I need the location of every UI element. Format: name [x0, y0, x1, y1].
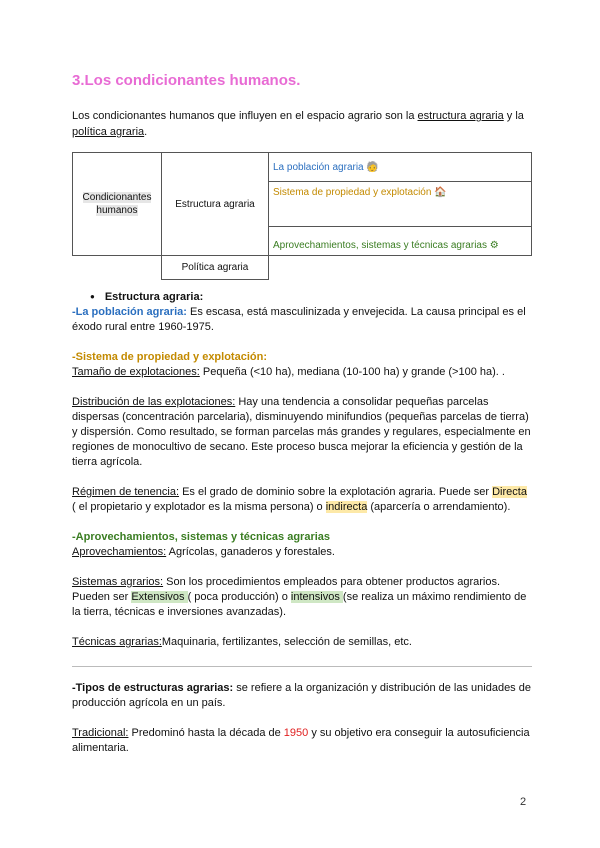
- sistemas-text: ( poca producción) o: [187, 591, 291, 603]
- tradicional-label: Tradicional:: [72, 727, 129, 739]
- paragraph-regimen: [72, 485, 532, 515]
- sistemas-text: (se realiza un máximo rendimiento de la tierra, técnicas e inversiones avanzadas).: [72, 591, 527, 618]
- elderly-person-icon: 🧓: [366, 161, 379, 173]
- propiedad-heading: -Sistema de propiedad y explotación:: [72, 351, 267, 363]
- tradicional-year: 1950: [283, 727, 309, 739]
- table-cell-poblacion: [269, 153, 532, 182]
- document-body: [72, 290, 532, 756]
- distribucion-text: Hay una tendencia a consolidar pequeñas parcelas dispersas (concentración parcelaria), disminuyendo minifundios (pequeñas parcelas de tierra) y dispersión. Como resultado, se forman parcelas más grandes y regulares, especialmente en regiones de monocultivo de secano. Este proceso busca mejorar la eficiencia y gestión de la tierra agrícola.: [72, 396, 531, 468]
- highlight-directa: Directa: [492, 486, 527, 498]
- table-cell-estructura: Estructura agraria: [162, 153, 269, 256]
- regimen-text: (aparcería o arrendamiento).: [367, 501, 511, 513]
- paragraph-sistemas: [72, 575, 532, 620]
- table-cell-politica: Política agraria: [162, 256, 269, 280]
- highlight-indirecta: indirecta: [325, 501, 368, 513]
- table-cell-aprovechamientos: [269, 227, 532, 256]
- regimen-label: Régimen de tenencia:: [72, 486, 180, 498]
- regimen-text: ( el propietario y explotador es la misma persona) o: [72, 501, 326, 513]
- paragraph-aprovechamientos: [72, 545, 532, 560]
- table-cell-condicionantes: [73, 153, 162, 256]
- paragraph-poblacion: [72, 305, 532, 335]
- paragraph-tamano: [72, 365, 532, 380]
- tradicional-text: Predominó hasta la década de: [128, 727, 284, 739]
- paragraph-tecnicas: [72, 635, 532, 650]
- intro-term-estructura: estructura agraria: [417, 110, 504, 122]
- aprovechamientos-label: Aprovechamientos:: [72, 546, 167, 558]
- bullet-heading: ● Estructura agraria:: [72, 290, 532, 305]
- tecnicas-text: Maquinaria, fertilizantes, selección de semillas, etc.: [161, 636, 412, 648]
- sistemas-label: Sistemas agrarios:: [72, 576, 164, 588]
- tamano-text: Pequeña (<10 ha), mediana (10-100 ha) y grande (>100 ha). .: [199, 366, 505, 378]
- table-cell-propiedad: [269, 182, 532, 227]
- intro-text: Los condicionantes humanos que influyen en el espacio agrario son la: [72, 110, 418, 122]
- divider: [72, 666, 532, 667]
- intro-text: y la: [503, 110, 524, 122]
- highlight-extensivos: Extensivos: [131, 591, 188, 603]
- tipos-text: se refiere a la organización y distribución de las unidades de producción agrícola en un país.: [72, 682, 531, 709]
- house-icon: 🏠: [434, 187, 447, 198]
- page-number: 2: [520, 796, 527, 808]
- condicionantes-table: [72, 152, 532, 280]
- sistemas-text: Son los procedimientos empleados para obtener productos agrarios. Pueden ser: [72, 576, 501, 603]
- poblacion-heading: -La población agraria:: [72, 306, 187, 318]
- propiedad-label: Sistema de propiedad y explotación: [273, 187, 432, 198]
- poblacion-label: La población agraria: [273, 161, 364, 173]
- paragraph-distribucion: [72, 395, 532, 470]
- tamano-label: Tamaño de explotaciones:: [72, 366, 200, 378]
- empty-cell: [269, 256, 532, 280]
- highlight-intensivos: intensivos: [290, 591, 343, 603]
- empty-cell: [73, 256, 162, 280]
- tradicional-text: y su objetivo era conseguir la autosuficiencia alimentaria.: [72, 727, 530, 754]
- intro-paragraph: [72, 108, 532, 140]
- paragraph-tradicional: [72, 726, 532, 756]
- paragraph-tipos: [72, 681, 532, 711]
- distribucion-label: Distribución de las explotaciones:: [72, 396, 236, 408]
- aprovechamientos-text: Agrícolas, ganaderos y forestales.: [166, 546, 335, 558]
- intro-text: .: [144, 126, 148, 138]
- cell-label: Condicionantes humanos: [82, 192, 152, 216]
- aprovechamientos-label: Aprovechamientos, sistemas y técnicas agrarias: [273, 240, 487, 251]
- section-heading: 3.Los condicionantes humanos.: [72, 72, 301, 89]
- gear-icon: ⚙: [489, 240, 499, 251]
- regimen-text: Es el grado de dominio sobre la explotación agraria. Puede ser: [179, 486, 493, 498]
- tipos-heading: -Tipos de estructuras agrarias:: [72, 682, 234, 694]
- poblacion-text: Es escasa, está masculinizada y envejecida. La causa principal es el éxodo rural entre 1960-1975.: [72, 306, 526, 333]
- tecnicas-label: Técnicas agrarias:: [72, 636, 162, 648]
- intro-term-politica: política agraria: [72, 126, 145, 138]
- aprovechamientos-heading: -Aprovechamientos, sistemas y técnicas agrarias: [72, 531, 331, 543]
